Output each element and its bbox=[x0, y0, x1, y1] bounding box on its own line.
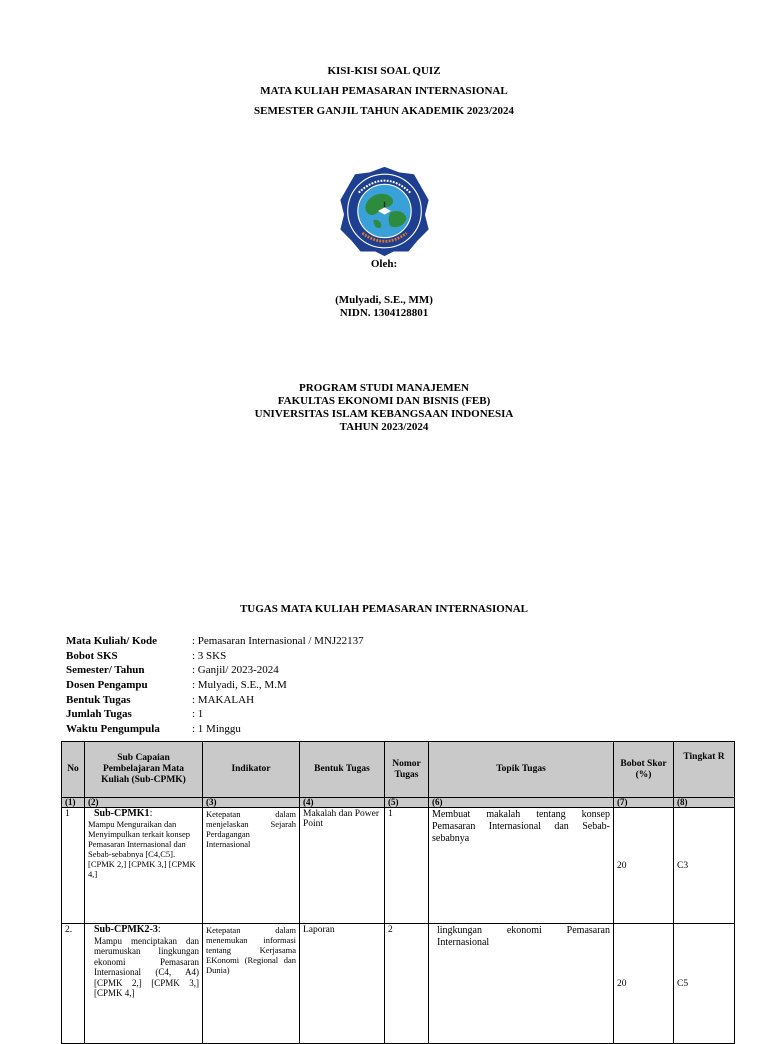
col-number: (2) bbox=[85, 798, 203, 808]
row-tingkat: C5 bbox=[674, 924, 735, 1044]
col-header-bentuk-tugas: Bentuk Tugas bbox=[300, 742, 385, 798]
meta-value: : MAKALAH bbox=[192, 693, 255, 706]
sub-cpmk-text: Mampu Menguraikan dan Menyimpulkan terkait konsep Pemasaran Internasional dan Sebab-sebabnya [C4,C5]. [CPMK 2,] [CPMK 3,] [CPMK 4,] bbox=[88, 819, 196, 879]
meta-key: Semester/ Tahun bbox=[66, 664, 145, 677]
col-number: (3) bbox=[203, 798, 300, 808]
col-header-indikator: Indikator bbox=[203, 742, 300, 798]
row-tingkat: C3 bbox=[674, 808, 735, 924]
col-number: (7) bbox=[614, 798, 674, 808]
col-header-no: No bbox=[62, 742, 85, 798]
university: UNIVERSITAS ISLAM KEBANGSAAN INDONESIA bbox=[254, 408, 514, 420]
meta-row bbox=[66, 722, 364, 737]
row-bentuk: Laporan bbox=[300, 924, 385, 1044]
assignment-heading: TUGAS MATA KULIAH PEMASARAN INTERNASIONAL bbox=[239, 603, 529, 615]
col-number: (8) bbox=[674, 798, 735, 808]
sub-cpmk-title: Sub-CPMK2-3 bbox=[94, 924, 158, 935]
study-program: PROGRAM STUDI MANAJEMEN bbox=[299, 382, 469, 394]
meta-key: Bobot SKS bbox=[66, 649, 118, 662]
meta-row bbox=[66, 707, 364, 722]
table-row bbox=[62, 808, 735, 924]
year: TAHUN 2023/2024 bbox=[339, 421, 429, 433]
row-indikator: Ketepatan dalam menemukan informasi tentang Kerjasama EKonomi (Regional dan Dunia) bbox=[203, 924, 300, 1044]
sub-cpmk-colon: : bbox=[149, 808, 153, 819]
meta-key: Jumlah Tugas bbox=[66, 708, 132, 721]
col-header-sub-cpmk: Sub Capaian Pembelajaran Mata Kuliah (Sub-CPMK) bbox=[85, 742, 203, 798]
col-number: (6) bbox=[429, 798, 614, 808]
col-header-topik-tugas: Topik Tugas bbox=[429, 742, 614, 798]
col-number: (5) bbox=[385, 798, 429, 808]
row-nomor: 2 bbox=[385, 924, 429, 1044]
meta-value: : 3 SKS bbox=[192, 649, 227, 662]
meta-row bbox=[66, 678, 364, 693]
meta-value: : Ganjil/ 2023-2024 bbox=[192, 664, 279, 677]
row-topik: lingkungan ekonomi Pemasaran Internasional bbox=[429, 924, 614, 1044]
meta-key: Waktu Pengumpula bbox=[66, 723, 160, 736]
sub-cpmk-colon: : bbox=[157, 924, 161, 935]
university-logo bbox=[337, 165, 432, 257]
semester-title: SEMESTER GANJIL TAHUN AKADEMIK 2023/2024 bbox=[254, 105, 514, 117]
meta-value: : Pemasaran Internasional / MNJ22137 bbox=[192, 635, 364, 647]
meta-row bbox=[66, 634, 364, 649]
row-topik: Membuat makalah tentang konsep Pemasaran Internasional dan Sebab-sebabnya bbox=[429, 808, 614, 924]
meta-key: Bentuk Tugas bbox=[66, 693, 131, 706]
meta-value: : 1 bbox=[192, 708, 204, 721]
row-nomor: 1 bbox=[385, 808, 429, 924]
meta-value: : Mulyadi, S.E., M.M bbox=[192, 679, 287, 692]
column-number-row bbox=[62, 798, 735, 808]
row-bobot: 20 bbox=[614, 924, 674, 1044]
table-row bbox=[62, 924, 735, 1044]
col-header-tingkat: Tingkat R bbox=[674, 742, 735, 798]
meta-value: : 1 Minggu bbox=[192, 723, 241, 736]
by-label: Oleh: bbox=[370, 258, 398, 270]
row-no: 1 bbox=[62, 808, 85, 924]
col-number: (4) bbox=[300, 798, 385, 808]
course-title: MATA KULIAH PEMASARAN INTERNASIONAL bbox=[260, 85, 508, 97]
author-name: (Mulyadi, S.E., MM) bbox=[335, 294, 433, 306]
sub-cpmk-title: Sub-CPMK1 bbox=[94, 808, 150, 819]
col-header-bobot: Bobot Skor (%) bbox=[614, 742, 674, 798]
col-number: (1) bbox=[62, 798, 85, 808]
meta-row bbox=[66, 693, 364, 708]
row-sub-cpmk bbox=[85, 808, 203, 924]
faculty: FAKULTAS EKONOMI DAN BISNIS (FEB) bbox=[277, 395, 491, 407]
row-sub-cpmk bbox=[85, 924, 203, 1044]
assignment-table bbox=[61, 741, 735, 1044]
row-no: 2. bbox=[62, 924, 85, 1044]
meta-row bbox=[66, 649, 364, 664]
doc-title: KISI-KISI SOAL QUIZ bbox=[327, 65, 441, 77]
meta-row bbox=[66, 663, 364, 678]
table-header-row bbox=[62, 742, 735, 798]
row-bentuk: Makalah dan Power Point bbox=[300, 808, 385, 924]
row-bobot: 20 bbox=[614, 808, 674, 924]
assignment-meta bbox=[66, 634, 364, 737]
author-nidn: NIDN. 1304128801 bbox=[339, 307, 429, 319]
meta-key: Dosen Pengampu bbox=[66, 679, 148, 692]
row-indikator: Ketepatan dalam menjelaskan Sejarah Perdagangan Internasional bbox=[203, 808, 300, 924]
meta-key: Mata Kuliah/ Kode bbox=[66, 635, 158, 647]
col-header-nomor-tugas: Nomor Tugas bbox=[385, 742, 429, 798]
sub-cpmk-text: Mampu menciptakan dan merumuskan lingkungan ekonomi Pemasaran Internasional (C4, A4) [CPMK 2,] [CPMK 3,] [CPMK 4,] bbox=[94, 935, 199, 998]
